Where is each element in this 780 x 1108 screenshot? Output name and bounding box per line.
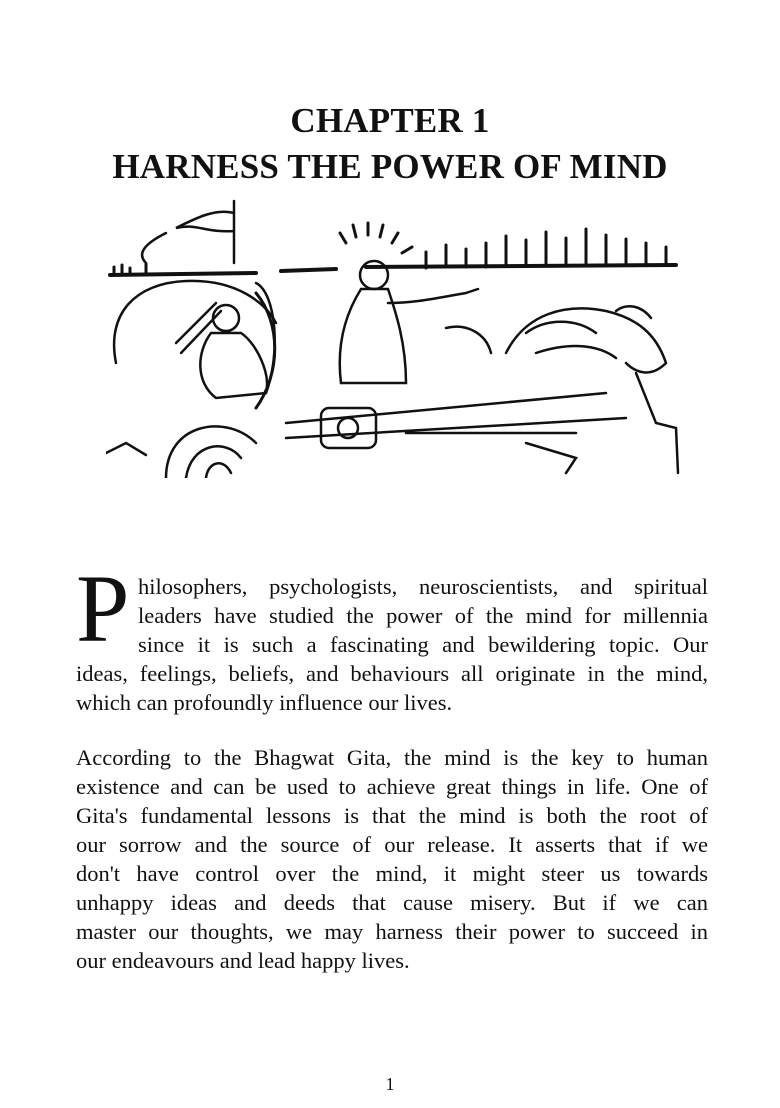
text-line: master our thoughts, we may harness their power to succeed in bbox=[76, 919, 708, 944]
text-line: ideas, feelings, beliefs, and behaviours all originate in the mind, bbox=[76, 661, 708, 686]
text-line: which can profoundly influence our lives. bbox=[76, 690, 453, 715]
chariot-illustration-icon bbox=[106, 193, 682, 478]
text-line: our sorrow and the source of our release. It asserts that if we bbox=[76, 832, 708, 857]
text-line: hilosophers, psychologists, neuroscientists, and spiritual bbox=[138, 574, 708, 599]
chapter-number: CHAPTER 1 bbox=[290, 101, 490, 140]
text-line: existence and can be used to achieve great things in life. One of bbox=[76, 774, 708, 799]
paragraph-intro bbox=[76, 572, 708, 717]
text-line: Gita's fundamental lessons is that the mind is both the root of bbox=[76, 803, 708, 828]
text-line: since it is such a fascinating and bewildering topic. Our bbox=[138, 632, 708, 657]
chapter-title: HARNESS THE POWER OF MIND bbox=[112, 147, 668, 186]
text-line: our endeavours and lead happy lives. bbox=[76, 948, 410, 973]
paragraph-gita bbox=[76, 743, 708, 975]
text-line: According to the Bhagwat Gita, the mind is the key to human bbox=[76, 745, 708, 770]
drop-cap: P bbox=[76, 555, 130, 662]
text-line: don't have control over the mind, it might steer us towards bbox=[76, 861, 708, 886]
page-number: 1 bbox=[385, 1074, 395, 1094]
text-line: leaders have studied the power of the mind for millennia bbox=[138, 603, 708, 628]
text-line: unhappy ideas and deeds that cause misery. But if we can bbox=[76, 890, 708, 915]
